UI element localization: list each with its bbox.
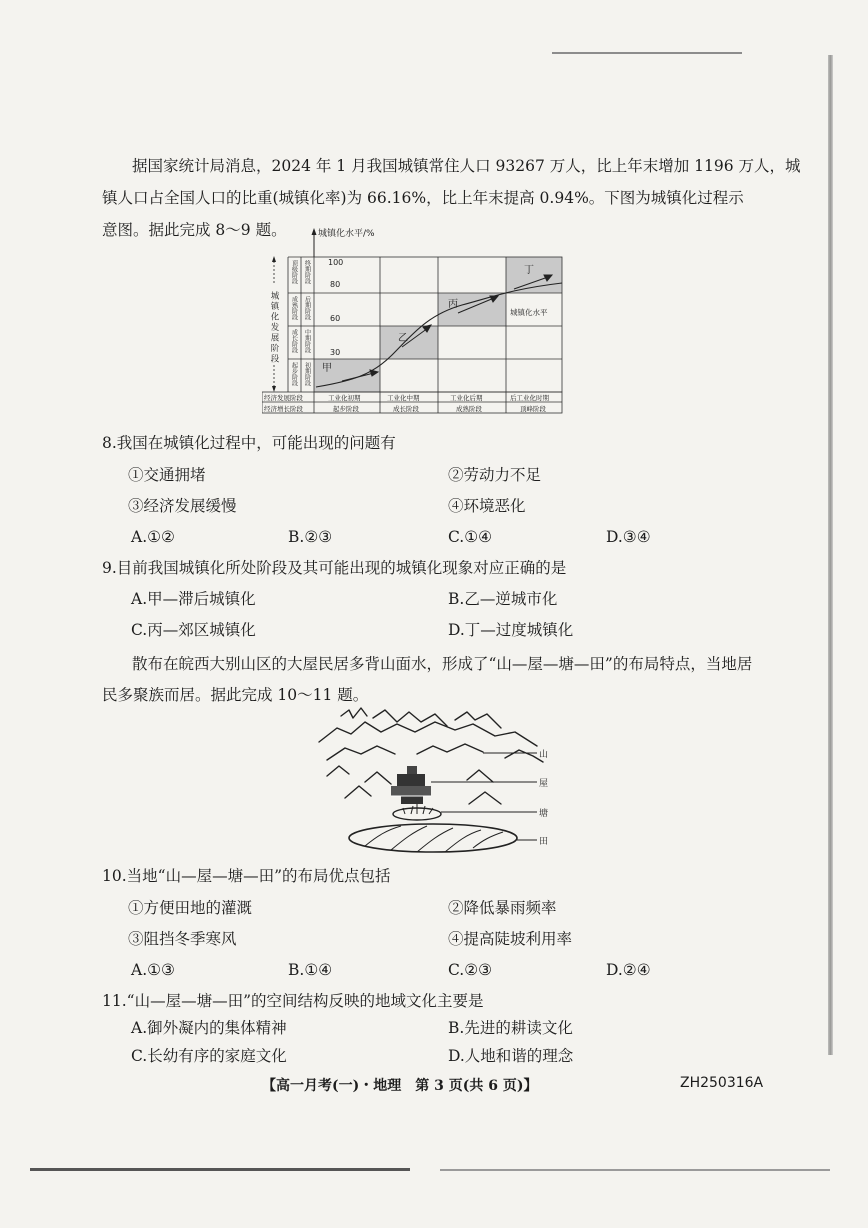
q11-choice-a: A.御外凝内的集体精神 bbox=[131, 1019, 287, 1037]
y-axis-title: 城镇化水平/% bbox=[318, 229, 375, 239]
stage-growth: 成长阶段 bbox=[290, 329, 298, 353]
q10-choice-c: C.②③ bbox=[448, 961, 493, 979]
label-bing: 丙 bbox=[448, 299, 458, 310]
scan-edge-top bbox=[552, 52, 742, 54]
stage-final: 终期阶段 bbox=[303, 260, 311, 284]
q8-option-4: ④环境恶化 bbox=[448, 497, 526, 515]
q9-choice-b: B.乙—逆城市化 bbox=[448, 590, 558, 608]
stage-arrowhead-down bbox=[272, 386, 276, 392]
village-layout-illustration bbox=[305, 702, 555, 854]
scan-edge-bottom bbox=[30, 1168, 410, 1171]
stage-top: 顶级阶段 bbox=[290, 260, 298, 284]
label-pond: 塘 bbox=[539, 809, 549, 819]
q8-option-1: ①交通拥堵 bbox=[128, 466, 206, 484]
label-curve: 城镇化水平 bbox=[510, 308, 548, 317]
q10-choice-d: D.②④ bbox=[606, 961, 651, 979]
label-field: 田 bbox=[539, 837, 549, 847]
scene-labels bbox=[539, 748, 548, 847]
stage-arrowhead-up bbox=[272, 256, 276, 262]
intro2-line1: 散布在皖西大别山区的大屋民居多背山面水，形成了“山—屋—塘—田”的布局特点，当地居 bbox=[132, 655, 753, 673]
q11-choice-d: D.人地和谐的理念 bbox=[448, 1047, 574, 1065]
q8-choice-b: B.②③ bbox=[288, 528, 333, 546]
q8-option-3: ③经济发展缓慢 bbox=[128, 497, 237, 515]
stage-late: 后期阶段 bbox=[303, 296, 311, 320]
econ-growth-3: 成熟阶段 bbox=[456, 405, 482, 413]
urbanization-diagram bbox=[262, 225, 572, 420]
q10-choice-a: A.①③ bbox=[131, 961, 175, 979]
q9-choice-d: D.丁—过度城镇化 bbox=[448, 621, 574, 639]
q10-option-1: ①方便田地的灌溉 bbox=[128, 899, 253, 917]
vertical-stage-title: 城镇化发展阶段 bbox=[269, 291, 279, 365]
stage-start: 起步阶段 bbox=[290, 362, 298, 386]
q10-choice-b: B.①④ bbox=[288, 961, 333, 979]
urban-stage-labels bbox=[291, 259, 311, 387]
y-tick-100: 100 bbox=[328, 258, 344, 267]
stage-middle: 中期阶段 bbox=[303, 329, 311, 353]
q9-choice-a: A.甲—滞后城镇化 bbox=[131, 590, 256, 608]
q10-option-3: ③阻挡冬季寒风 bbox=[128, 930, 237, 948]
q11-choice-c: C.长幼有序的家庭文化 bbox=[131, 1047, 287, 1065]
econ-dev-4: 后工业化时期 bbox=[510, 394, 549, 402]
q8-stem: 8.我国在城镇化过程中，可能出现的问题有 bbox=[102, 434, 396, 452]
field bbox=[349, 824, 517, 852]
q8-option-2: ②劳动力不足 bbox=[448, 466, 542, 484]
econ-dev-2: 工业化中期 bbox=[387, 394, 420, 402]
y-tick-30: 30 bbox=[330, 348, 341, 357]
q10-option-2: ②降低暴雨频率 bbox=[448, 899, 557, 917]
y-tick-80: 80 bbox=[330, 280, 341, 289]
econ-dev-1: 工业化初期 bbox=[328, 394, 361, 402]
econ-growth-1: 起步阶段 bbox=[333, 405, 359, 413]
stage-initial: 初期阶段 bbox=[303, 362, 311, 386]
econ-growth-2: 成长阶段 bbox=[393, 405, 419, 413]
q9-choice-c: C.丙—郊区城镇化 bbox=[131, 621, 256, 639]
label-house: 屋 bbox=[539, 779, 549, 789]
intro1-line2: 镇人口占全国人口的比重(城镇化率)为 66.16%，比上年末提高 0.94%。下图为城镇化过程示 bbox=[102, 189, 744, 207]
q11-choice-b: B.先进的耕读文化 bbox=[448, 1019, 573, 1037]
econ-dev-header: 经济发展阶段 bbox=[264, 394, 303, 402]
q11-stem: 11.“山—屋—塘—田”的空间结构反映的地域文化主要是 bbox=[102, 992, 484, 1010]
econ-growth-4: 顶峰阶段 bbox=[520, 405, 546, 413]
q8-choice-d: D.③④ bbox=[606, 528, 651, 546]
scan-edge-bottom-2 bbox=[440, 1169, 830, 1171]
econ-growth-header: 经济增长阶段 bbox=[264, 405, 303, 413]
intro2-line2: 民多聚族而居。据此完成 10～11 题。 bbox=[102, 686, 369, 704]
q10-stem: 10.当地“山—屋—塘—田”的布局优点包括 bbox=[102, 867, 391, 885]
q8-choice-c: C.①④ bbox=[448, 528, 493, 546]
intro1-line1: 据国家统计局消息，2024 年 1 月我国城镇常住人口 93267 万人，比上年末增加 1196 万人，城 bbox=[132, 157, 801, 175]
q8-choice-a: A.①② bbox=[131, 528, 175, 546]
q9-stem: 9.目前我国城镇化所处阶段及其可能出现的城镇化现象对应正确的是 bbox=[102, 559, 567, 577]
page-footer: 【高一月考(一)・地理 第 3 页(共 6 页)】 bbox=[262, 1078, 538, 1094]
label-jia: 甲 bbox=[322, 363, 332, 374]
exam-code: ZH250316A bbox=[680, 1075, 764, 1091]
y-tick-60: 60 bbox=[330, 314, 341, 323]
house-cluster bbox=[391, 766, 431, 804]
econ-dev-3: 工业化后期 bbox=[450, 394, 483, 402]
stage-mature: 成熟阶段 bbox=[290, 296, 298, 320]
label-yi: 乙 bbox=[398, 333, 408, 344]
q10-option-4: ④提高陡坡利用率 bbox=[448, 930, 573, 948]
y-axis-arrow bbox=[312, 228, 317, 235]
label-mountain: 山 bbox=[539, 750, 549, 760]
label-ding: 丁 bbox=[524, 265, 534, 276]
intro1-line3: 意图。据此完成 8～9 题。 bbox=[102, 221, 287, 239]
scan-edge-right bbox=[828, 55, 833, 1055]
field-rows bbox=[365, 826, 503, 852]
